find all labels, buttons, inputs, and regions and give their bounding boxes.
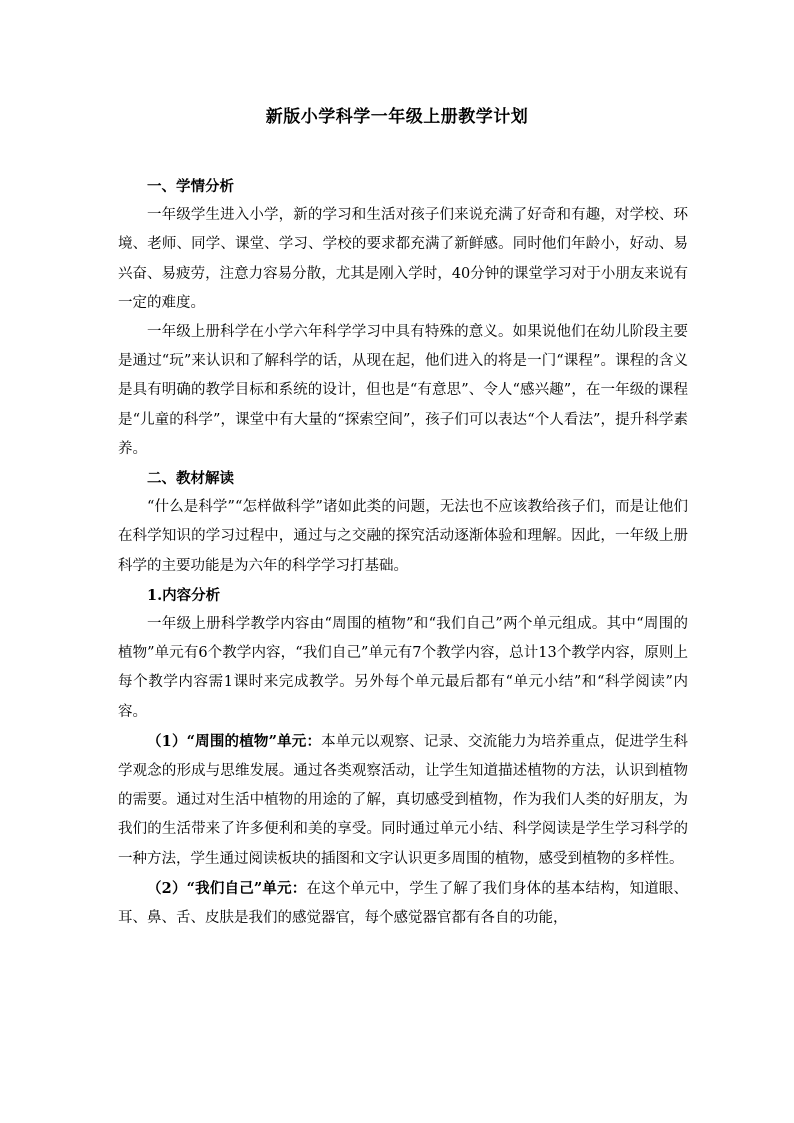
paragraph-unit-plants (118, 727, 688, 874)
section-heading-textbook-interpretation: 二、教材解读 (147, 470, 234, 488)
unit-plants-lead: （1）“周围的植物”单元： (147, 732, 322, 750)
unit-ourselves-text: 在这个单元中，学生了解了我们身体的基本结构，知道眼、耳、鼻、舌、皮肤是我们的感觉器官，每个感觉器官都有各自的功能， (118, 880, 688, 927)
paragraph-unit-ourselves (118, 874, 688, 933)
paragraph-content-analysis: 一年级上册科学教学内容由“周围的植物”和“我们自己”两个单元组成。其中“周围的植物”单元有6个教学内容，“我们自己”单元有7个教学内容，总计13个教学内容，原则上每个教学内容需1课时来完成教学。另外每个单元最后都有“单元小结”和“科学阅读”内容。 (118, 616, 688, 720)
paragraph-learner-analysis-2: 一年级上册科学在小学六年科学学习中具有特殊的意义。如果说他们在幼儿阶段主要是通过“玩”来认识和了解科学的话，从现在起，他们进入的将是一门“课程”。课程的含义是具有明确的教学目标和系统的设计，但也是“有意思”、令人“感兴趣”，在一年级的课程是“儿童的科学”，课堂中有大量的“探索空间”，孩子们可以表达“个人看法”，提升科学素养。 (118, 324, 688, 457)
paragraph-learner-analysis-1: 一年级学生进入小学，新的学习和生活对孩子们来说充满了好奇和有趣，对学校、环境、老师、同学、课堂、学习、学校的要求都充满了新鲜感。同时他们年龄小，好动、易兴奋、易疲劳，注意力容易分散，尤其是刚入学时，40分钟的课堂学习对于小朋友来说有一定的难度。 (118, 207, 688, 311)
unit-ourselves-lead: （2）“我们自己”单元： (147, 879, 307, 897)
section-heading-learner-analysis: 一、学情分析 (147, 178, 234, 195)
document-title: 新版小学科学一年级上册教学计划 (265, 107, 529, 127)
unit-plants-text: 本单元以观察、记录、交流能力为培养重点，促进学生科学观念的形成与思维发展。通过各类观察活动，让学生知道描述植物的方法，认识到植物的需要。通过对生活中植物的用途的了解，真切感受到植物，作为我们人类的好朋友，为我们的生活带来了许多便利和美的享受。同时通过单元小结、科学阅读是学生学习科学的一种方法，学生通过阅读板块的插图和文字认识更多周围的植物，感受到植物的多样性。 (118, 733, 688, 867)
subsection-heading-content-analysis: 1.内容分析 (147, 586, 221, 604)
paragraph-textbook-interpretation: “什么是科学”“怎样做科学”诸如此类的问题，无法也不应该教给孩子们，而是让他们在科学知识的学习过程中，通过与之交融的探究活动逐渐体验和理解。因此，一年级上册科学的主要功能是为六年的科学学习打基础。 (118, 499, 688, 574)
document-body (118, 172, 688, 933)
